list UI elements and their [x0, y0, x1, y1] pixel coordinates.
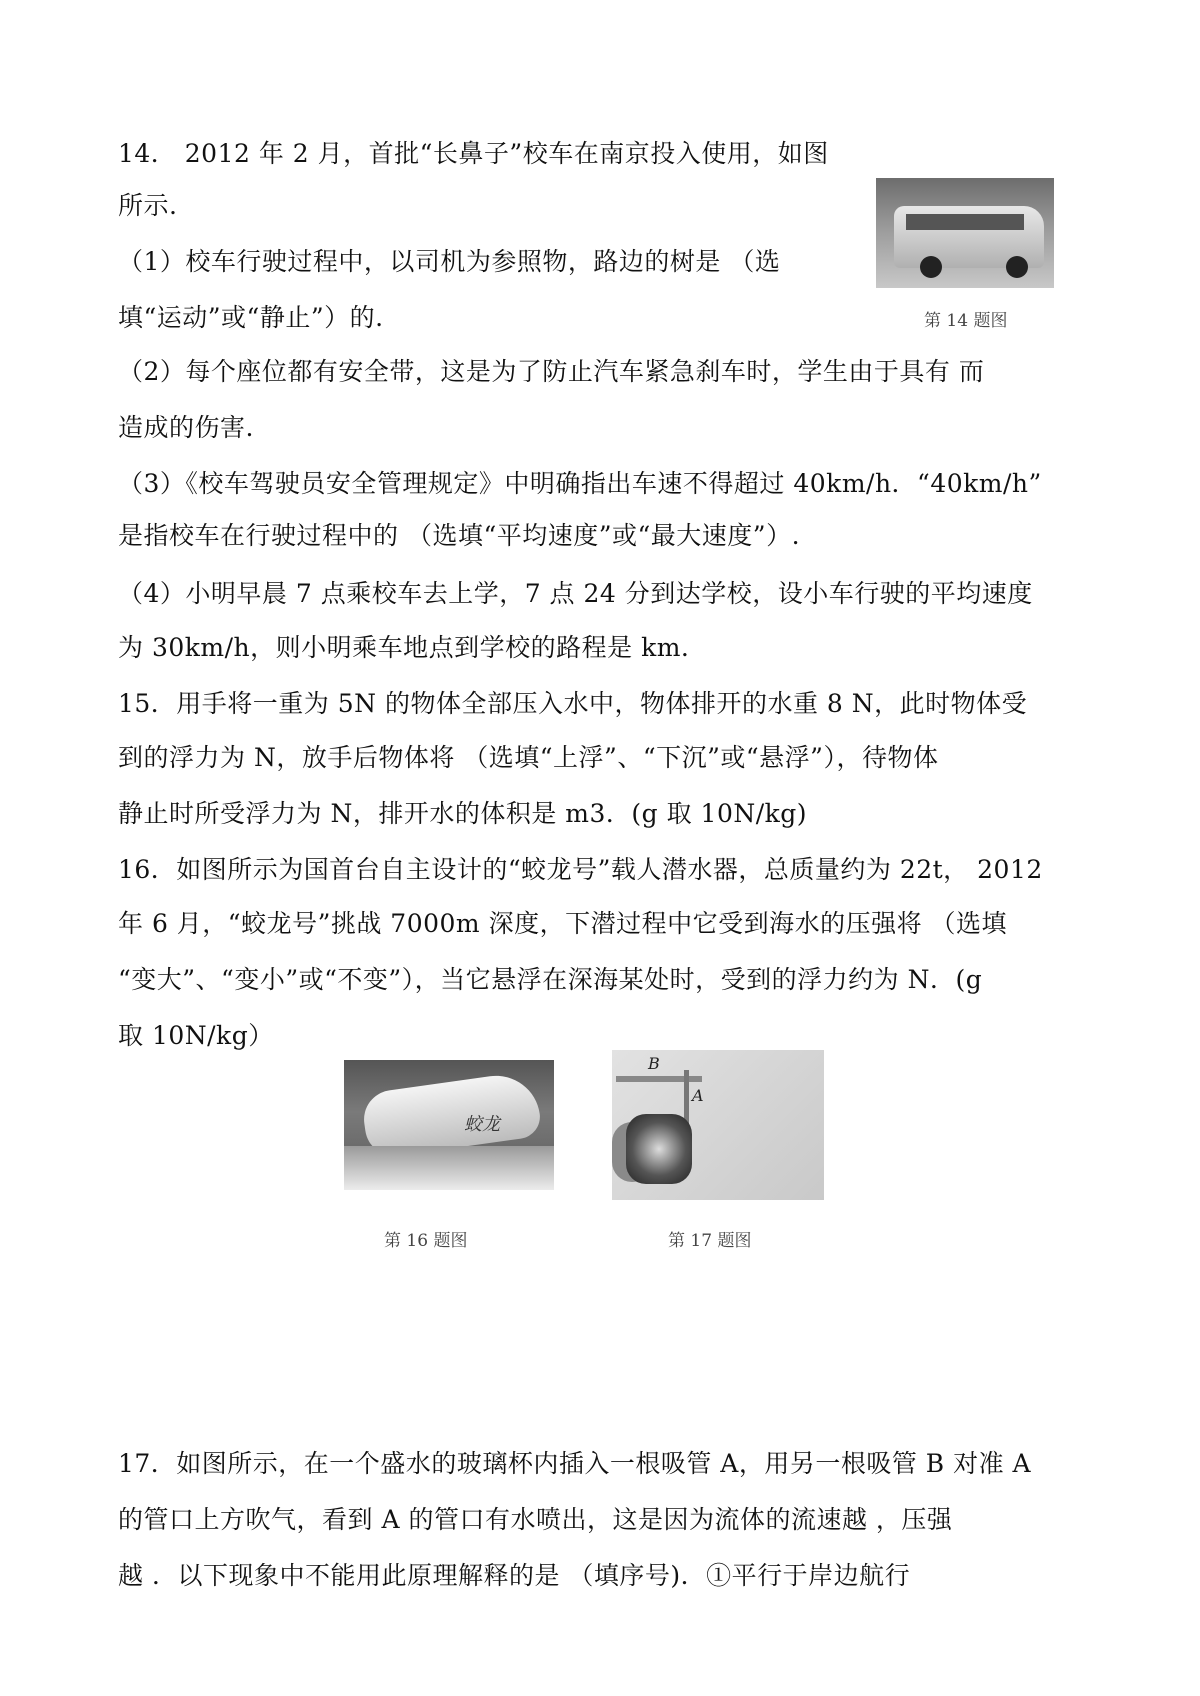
- submarine-hull-text: 蛟龙: [464, 1114, 500, 1135]
- q17-line-3: 越 ．以下现象中不能用此原理解释的是 （填序号)．①平行于岸边航行: [118, 1561, 911, 1590]
- q14-line-10: 为 30km/h，则小明乘车地点到学校的路程是 km．: [118, 633, 707, 662]
- q15-line-3: 静止时所受浮力为 N，排开水的体积是 m3．(g 取 10N/kg): [118, 799, 808, 828]
- bus-window-shape: [906, 214, 1024, 230]
- glass-straw-image: [612, 1050, 824, 1200]
- q16-line-2: 年 6 月，“蛟龙号”挑战 7000m 深度，下潜过程中它受到海水的压强将 （选填: [118, 909, 1008, 938]
- q14-line-4: 填“运动”或“静止”）的.: [118, 303, 384, 332]
- school-bus-image: [876, 178, 1054, 288]
- glass-cup-shape: [626, 1114, 692, 1184]
- bus-wheel-shape: [920, 256, 942, 278]
- bus-wheel-shape: [1006, 256, 1028, 278]
- q14-line-2: 所示.: [118, 191, 178, 220]
- straw-a-label: A: [692, 1086, 704, 1105]
- fig14-caption: 第 14 题图: [924, 311, 1008, 331]
- q17-line-1: 17．如图所示，在一个盛水的玻璃杯内插入一根吸管 A，用另一根吸管 B 对准 A: [118, 1449, 1032, 1478]
- straw-b-label: B: [648, 1054, 660, 1073]
- q14-line-1: 14． 2012 年 2 月，首批“长鼻子”校车在南京投入使用，如图: [118, 139, 829, 168]
- q14-line-6: 造成的伤害.: [118, 413, 254, 442]
- q14-line-3: （1）校车行驶过程中，以司机为参照物，路边的树是 （选: [118, 247, 781, 276]
- q14-line-5: （2）每个座位都有安全带，这是为了防止汽车紧急刹车时，学生由于具有 而: [118, 357, 985, 386]
- q16-line-1: 16．如图所示为国首台自主设计的“蛟龙号”载人潜水器，总质量约为 22t， 2012: [118, 855, 1043, 884]
- fig17-caption: 第 17 题图: [668, 1231, 752, 1251]
- q14-line-7: （3）《校车驾驶员安全管理规定》中明确指出车速不得超过 40km/h．“40km/h”: [118, 469, 1042, 498]
- q15-line-1: 15．用手将一重为 5N 的物体全部压入水中，物体排开的水重 8 N，此时物体受: [118, 689, 1028, 718]
- q16-line-4: 取 10N/kg）: [118, 1021, 274, 1050]
- fig16-caption: 第 16 题图: [384, 1231, 468, 1251]
- submarine-image: [344, 1060, 554, 1190]
- q16-line-3: “变大”、“变小”或“不变”），当它悬浮在深海某处时，受到的浮力约为 N．(g: [118, 965, 983, 994]
- wave-shape: [344, 1146, 554, 1190]
- q15-line-2: 到的浮力为 N，放手后物体将 （选填“上浮”、“下沉”或“悬浮”），待物体: [118, 743, 939, 772]
- straw-b-shape: [616, 1076, 702, 1082]
- q17-line-2: 的管口上方吹气，看到 A 的管口有水喷出，这是因为流体的流速越 ，压强: [118, 1505, 953, 1534]
- q14-line-9: （4）小明早晨 7 点乘校车去上学，7 点 24 分到达学校，设小车行驶的平均速度: [118, 579, 1033, 608]
- q14-line-8: 是指校车在行驶过程中的 （选填“平均速度”或“最大速度”）.: [118, 521, 801, 550]
